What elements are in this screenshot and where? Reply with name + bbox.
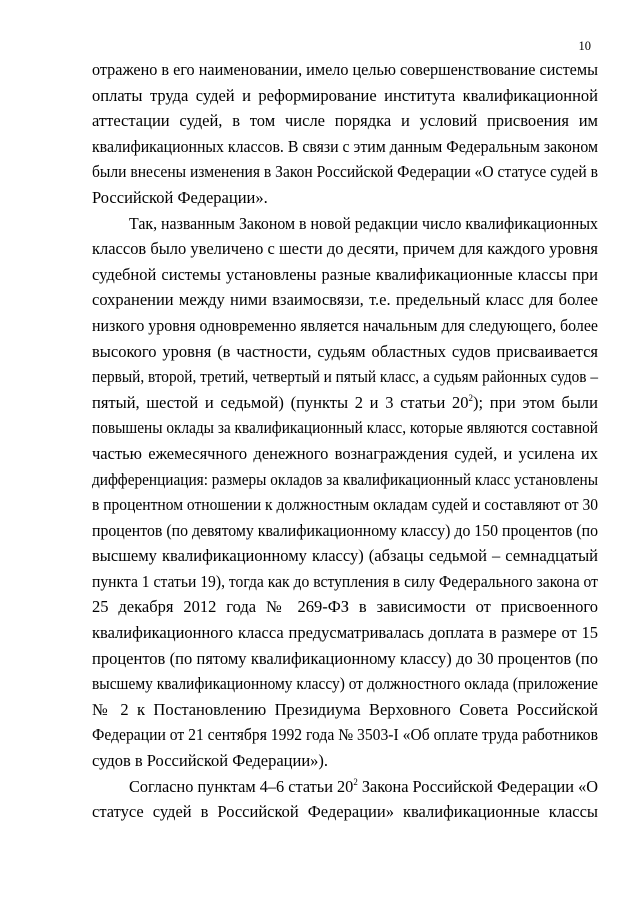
text-segment: ); при этом были xyxy=(472,392,598,412)
text-line: статусе судей в Российской Федерации» квалификационные классы xyxy=(92,802,598,822)
text-line: классов было увеличено с шести до десяти, причем для каждого уровня xyxy=(92,239,598,259)
text-line: частью ежемесячного денежного вознаграждения судей, и усилена их xyxy=(92,443,598,463)
text-line: в процентном отношении к должностным окладам судей и составляют от 30 xyxy=(92,495,598,515)
superscript: 2 xyxy=(353,776,358,787)
text-line: судов в Российской Федерации»). xyxy=(92,751,329,771)
text-line-with-superscript xyxy=(92,774,598,800)
paragraph-3 xyxy=(92,774,598,825)
text-segment: Согласно пунктам 4–6 статьи 20 xyxy=(129,776,354,796)
text-line: высокого уровня (в частности, судьям областных судов присваивается xyxy=(92,341,598,361)
text-line: Федерации от 21 сентября 1992 года № 3503-I «Об оплате труда работников xyxy=(92,725,598,745)
text-line: процентов (по девятому квалификационному классу) до 150 процентов (по xyxy=(92,520,598,540)
paragraph-1 xyxy=(92,57,598,211)
text-segment: Закона Российской Федерации «О xyxy=(357,776,598,796)
text-line: сохранении между ними взаимосвязи, т.е. предельный класс для более xyxy=(92,290,598,310)
text-line: № 2 к Постановлению Президиума Верховного Совета Российской xyxy=(92,699,598,719)
text-line: высшему квалификационному классу) (абзацы седьмой – семнадцатый xyxy=(92,546,598,566)
superscript: 2 xyxy=(468,392,473,403)
document-body xyxy=(92,57,598,825)
text-line: были внесены изменения в Закон Российской Федерации «О статусе судей в xyxy=(92,162,598,182)
text-line: повышены оклады за квалификационный класс, которые являются составной xyxy=(92,418,598,438)
text-line: 25 декабря 2012 года № 269-ФЗ в зависимости от присвоенного xyxy=(92,597,598,617)
text-line: квалификационных классов. В связи с этим данным Федеральным законом xyxy=(92,136,598,156)
text-line-with-superscript xyxy=(92,390,598,416)
page-number: 10 xyxy=(578,39,591,53)
text-line: Российской Федерации». xyxy=(92,187,268,207)
text-line: аттестации судей, в том числе порядка и условий присвоения им xyxy=(92,111,598,131)
text-line: Так, названным Законом в новой редакции число квалификационных xyxy=(129,213,598,233)
text-line: процентов (по пятому квалификационному классу) до 30 процентов (по xyxy=(92,648,598,668)
text-line: первый, второй, третий, четвертый и пятый класс, а судьям районных судов – xyxy=(92,367,598,387)
text-line: пункта 1 статьи 19), тогда как до вступления в силу Федерального закона от xyxy=(92,571,598,591)
text-line: высшему квалификационному классу) от должностного оклада (приложение xyxy=(92,674,598,694)
text-line: судебной системы установлены разные квалификационные классы при xyxy=(92,264,598,284)
paragraph-2 xyxy=(92,211,598,774)
text-line: оплаты труда судей и реформирование института квалификационной xyxy=(92,85,598,105)
text-segment: пятый, шестой и седьмой) (пункты 2 и 3 статьи 20 xyxy=(92,392,469,412)
text-line: низкого уровня одновременно является начальным для следующего, более xyxy=(92,315,598,335)
text-line: отражено в его наименовании, имело целью совершенствование системы xyxy=(92,60,598,79)
text-line: квалификационного класса предусматривалась доплата в размере от 15 xyxy=(92,623,598,643)
text-line: дифференциация: размеры окладов за квалификационный класс установлены xyxy=(92,469,598,489)
